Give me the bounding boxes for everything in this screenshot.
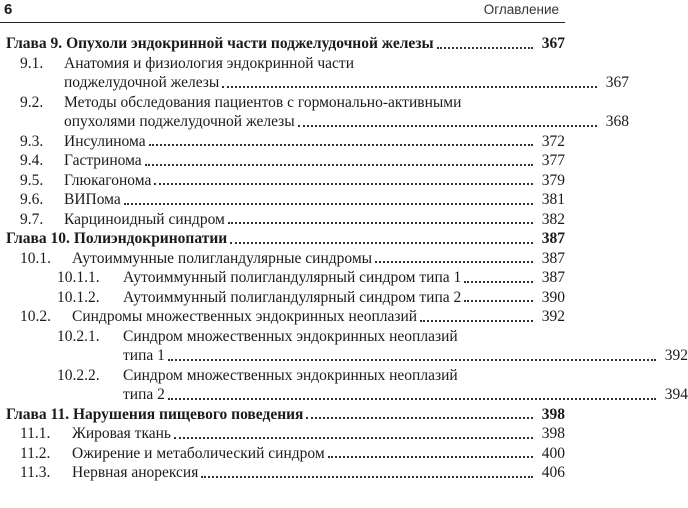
section-number: 9.3. <box>20 132 44 150</box>
section-title: Синдромы множественных эндокринных неоплазий <box>72 308 418 325</box>
subsection-number: 10.2.2. <box>57 366 100 384</box>
dot-leader <box>420 320 533 322</box>
header-rule <box>0 22 565 23</box>
running-head: Оглавление <box>483 2 559 17</box>
toc-subsection-10-1-1[interactable] <box>0 268 565 288</box>
dot-leader <box>306 417 533 419</box>
page-ref: 387 <box>541 230 565 247</box>
dot-leader <box>154 183 533 185</box>
section-title: Глюкагонома <box>64 171 152 189</box>
dot-leader <box>228 222 533 224</box>
dot-leader <box>145 164 533 166</box>
section-number: 11.1. <box>20 425 51 442</box>
chapter-title: Нарушения пищевого поведения <box>72 405 304 423</box>
page-ref: 367 <box>605 74 629 91</box>
page-ref: 400 <box>541 444 565 462</box>
section-number: 9.6. <box>20 191 44 208</box>
section-title: Жировая ткань <box>72 425 171 442</box>
dot-leader <box>124 203 533 205</box>
chapter-title: Опухоли эндокринной части поджелудочной железы <box>66 35 434 52</box>
page-ref: 382 <box>541 210 565 228</box>
page-ref: 372 <box>541 132 565 150</box>
page-ref: 381 <box>541 191 565 208</box>
toc-section-9-3[interactable] <box>0 132 565 152</box>
section-title-cont: опухолями поджелудочной железы <box>64 113 295 130</box>
page-ref: 406 <box>541 464 565 481</box>
toc-section-10-1[interactable] <box>0 249 565 269</box>
section-number: 10.2. <box>20 308 51 325</box>
page-ref: 387 <box>541 249 565 267</box>
toc-subsection-10-2-2[interactable] <box>0 366 688 405</box>
table-of-contents <box>0 34 688 483</box>
toc-section-10-2[interactable] <box>0 307 565 327</box>
section-number: 9.1. <box>20 54 44 72</box>
subsection-number: 10.1.1. <box>57 269 100 286</box>
subsection-number: 10.1.2. <box>57 288 100 306</box>
dot-leader <box>174 437 533 439</box>
dot-leader <box>168 398 656 400</box>
chapter-number: Глава 9. <box>6 35 63 52</box>
section-number: 9.5. <box>20 171 44 189</box>
page-ref: 394 <box>664 386 688 403</box>
section-number: 11.3. <box>20 464 51 481</box>
subsection-title: Аутоиммунный полигландулярный синдром типа 2 <box>123 288 462 306</box>
page-header <box>0 0 565 26</box>
section-title: ВИПома <box>64 191 121 208</box>
chapter-number: Глава 11. <box>6 405 70 423</box>
toc-section-11-3[interactable] <box>0 463 565 483</box>
section-title: Анатомия и физиология эндокринной части <box>64 54 355 72</box>
dot-leader <box>230 242 533 244</box>
section-number: 9.2. <box>20 93 44 111</box>
subsection-number: 10.2.1. <box>57 327 100 345</box>
page-ref: 392 <box>541 308 565 325</box>
section-title: Нервная анорексия <box>72 464 199 481</box>
page-ref: 379 <box>541 171 565 189</box>
dot-leader <box>464 281 533 283</box>
page-ref: 387 <box>541 269 565 286</box>
dot-leader <box>437 47 533 49</box>
section-number: 9.7. <box>20 210 44 228</box>
section-title: Карциноидный синдром <box>64 210 225 228</box>
toc-chapter-10[interactable] <box>0 229 565 249</box>
subsection-title: Синдром множественных эндокринных неоплазий <box>123 366 458 384</box>
page-ref: 392 <box>664 347 688 364</box>
toc-chapter-11[interactable] <box>0 405 565 425</box>
subsection-title-cont: типа 1 <box>123 347 165 364</box>
page-ref: 398 <box>541 425 565 442</box>
toc-chapter-9[interactable] <box>0 34 565 54</box>
section-title: Методы обследования пациентов с гормонально-активными <box>64 93 462 111</box>
toc-section-9-1[interactable] <box>0 54 629 93</box>
toc-section-9-7[interactable] <box>0 210 565 230</box>
page-ref: 367 <box>541 35 565 52</box>
toc-section-11-2[interactable] <box>0 444 565 464</box>
toc-section-9-2[interactable] <box>0 93 629 132</box>
dot-leader <box>328 456 533 458</box>
dot-leader <box>298 125 597 127</box>
chapter-title: Полиэндокринопатии <box>73 230 228 247</box>
dot-leader <box>464 300 533 302</box>
toc-subsection-10-1-2[interactable] <box>0 288 565 308</box>
section-number: 11.2. <box>20 444 51 462</box>
toc-subsection-10-2-1[interactable] <box>0 327 688 366</box>
toc-section-9-5[interactable] <box>0 171 565 191</box>
dot-leader <box>375 261 533 263</box>
section-title-cont: поджелудочной железы <box>64 74 220 91</box>
dot-leader <box>222 86 597 88</box>
section-number: 10.1. <box>20 249 51 267</box>
page-ref: 368 <box>605 113 629 130</box>
section-title: Гастринома <box>64 152 142 169</box>
page-ref: 377 <box>541 152 565 169</box>
section-title: Инсулинома <box>64 132 146 150</box>
dot-leader <box>201 476 533 478</box>
subsection-title: Аутоиммунный полигландулярный синдром типа 1 <box>123 269 462 286</box>
page-ref: 390 <box>541 288 565 306</box>
section-number: 9.4. <box>20 152 44 169</box>
subsection-title: Синдром множественных эндокринных неоплазий <box>123 327 458 345</box>
dot-leader <box>168 359 656 361</box>
dot-leader <box>149 144 533 146</box>
page-number: 6 <box>4 1 13 18</box>
toc-section-9-4[interactable] <box>0 151 565 171</box>
subsection-title-cont: типа 2 <box>123 386 165 403</box>
section-title: Аутоиммунные полигландулярные синдромы <box>72 249 373 267</box>
page-ref: 398 <box>541 405 565 423</box>
chapter-number: Глава 10. <box>6 230 70 247</box>
section-title: Ожирение и метаболический синдром <box>72 444 325 462</box>
toc-section-11-1[interactable] <box>0 424 565 444</box>
toc-section-9-6[interactable] <box>0 190 565 210</box>
